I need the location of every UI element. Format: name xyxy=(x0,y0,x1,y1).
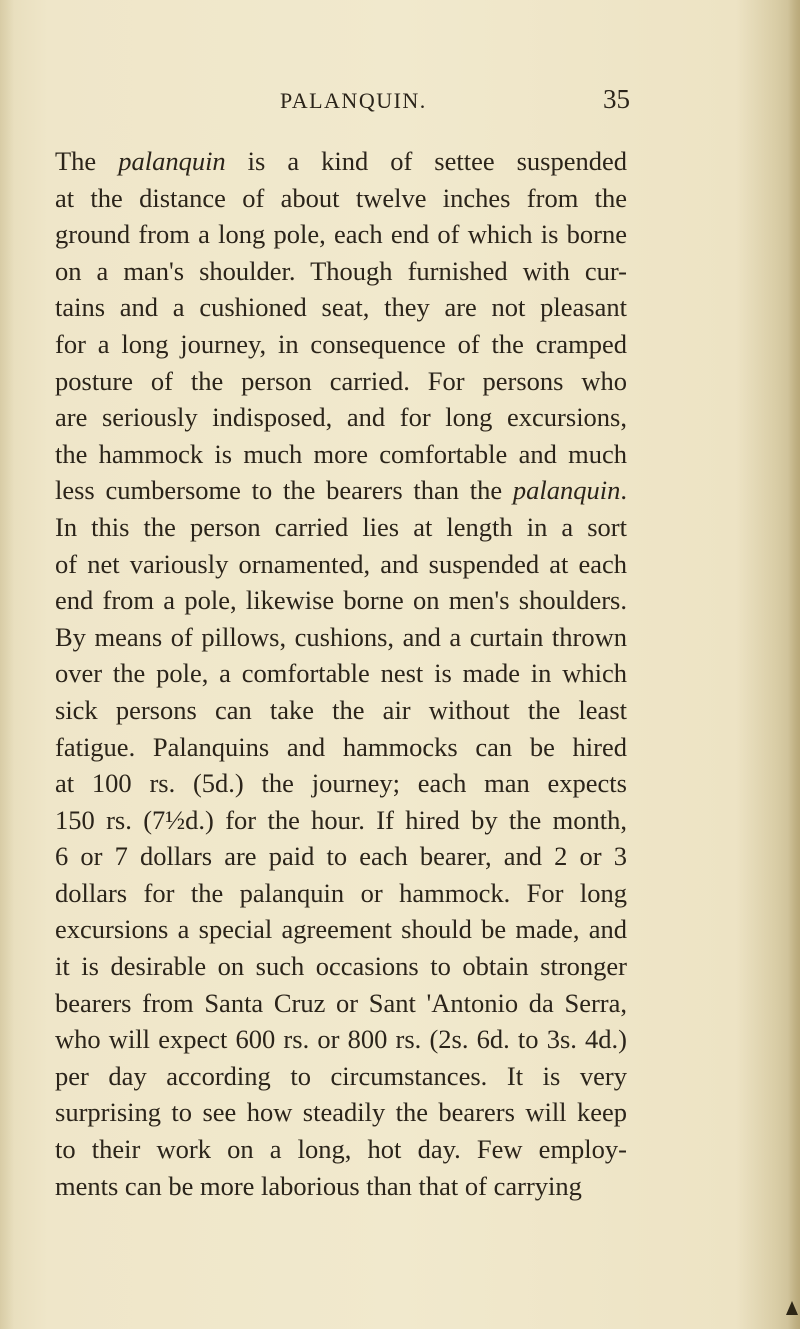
text-line: of net variously ornamented, and suspended at each xyxy=(55,548,627,579)
text-line: 150 rs. (7½d.) for the hour. If hired by the month, xyxy=(55,804,627,835)
text-line: are seriously indisposed, and for long excursions, xyxy=(55,402,627,433)
text-line: on a man's shoulder. Though furnished with cur- xyxy=(55,255,627,286)
italic-term: palanquin xyxy=(118,146,226,176)
text-line: it is desirable on such occasions to obtain stronger xyxy=(55,951,627,982)
text-line: posture of the person carried. For persons who xyxy=(55,365,627,396)
text-line: In this the person carried lies at length in a sort xyxy=(55,511,627,542)
page-edge-shadow xyxy=(788,0,800,1329)
text-line: less cumbersome to the bearers than the palanquin. xyxy=(55,475,627,506)
page-corner-mark xyxy=(786,1301,798,1315)
text-line: sick persons can take the air without the least xyxy=(55,694,627,725)
text-line: tains and a cushioned seat, they are not pleasant xyxy=(55,292,627,323)
text-line: at the distance of about twelve inches from the xyxy=(55,182,627,213)
text-line: ground from a long pole, each end of which is borne xyxy=(55,219,627,250)
text-line: dollars for the palanquin or hammock. For long xyxy=(55,877,627,908)
text-line: bearers from Santa Cruz or Sant 'Antonio da Serra, xyxy=(55,987,627,1018)
text-line: the hammock is much more comfortable and much xyxy=(55,438,627,469)
text-line: per day according to circumstances. It is very xyxy=(55,1060,627,1091)
text-line: to their work on a long, hot day. Few employ- xyxy=(55,1134,627,1165)
page-header xyxy=(280,84,630,120)
page-gutter-shadow xyxy=(0,0,14,1329)
text-line: excursions a special agreement should be made, and xyxy=(55,914,627,945)
text-line: for a long journey, in consequence of the cramped xyxy=(55,328,627,359)
text-line: The palanquin is a kind of settee suspended xyxy=(55,146,627,176)
running-title: PALANQUIN. xyxy=(280,88,427,113)
text-line: over the pole, a comfortable nest is made in which xyxy=(55,658,627,689)
text-line: end from a pole, likewise borne on men's shoulders. xyxy=(55,585,627,616)
text-line: 6 or 7 dollars are paid to each bearer, and 2 or 3 xyxy=(55,841,627,872)
text-line: surprising to see how steadily the bearers will keep xyxy=(55,1097,627,1128)
text-line: who will expect 600 rs. or 800 rs. (2s. 6d. to 3s. 4d.) xyxy=(55,1024,627,1055)
text-line: By means of pillows, cushions, and a curtain thrown xyxy=(55,621,627,652)
italic-term: palanquin xyxy=(512,475,621,506)
text-line: fatigue. Palanquins and hammocks can be hired xyxy=(55,731,627,762)
body-paragraph xyxy=(55,143,627,1204)
text-line: ments can be more laborious than that of carrying xyxy=(55,1170,582,1201)
page-number: 35 xyxy=(603,84,630,114)
text-line: at 100 rs. (5d.) the journey; each man expects xyxy=(55,768,627,799)
